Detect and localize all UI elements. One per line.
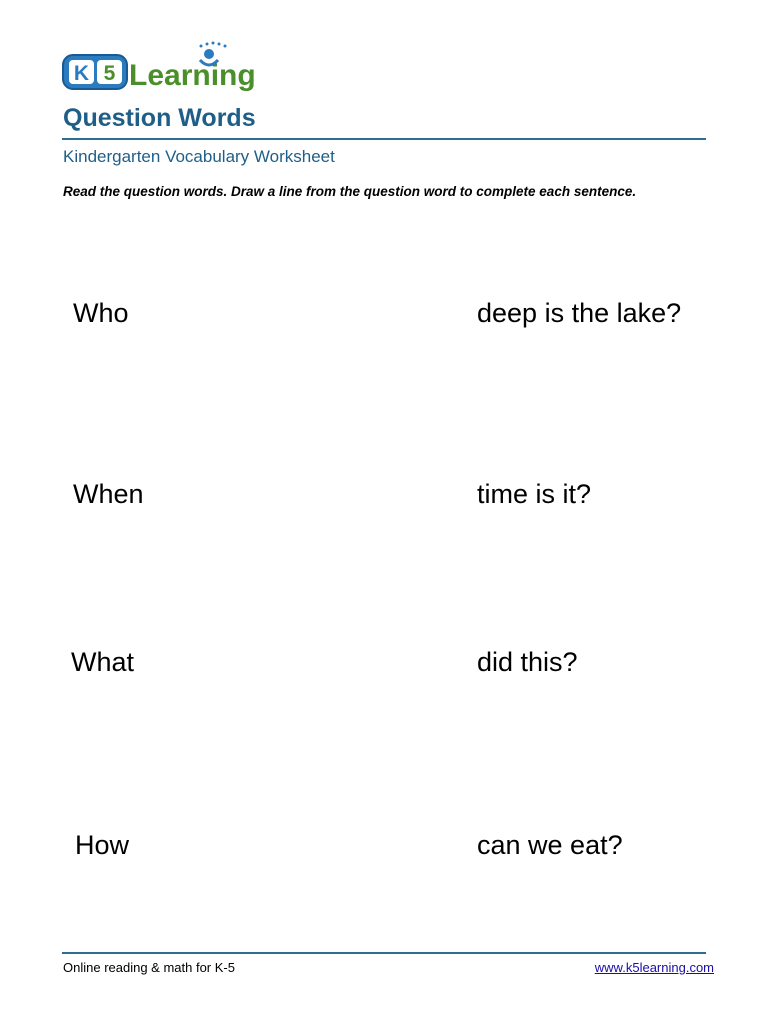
sentence-ending-4: can we eat? (477, 830, 623, 860)
page-title: Question Words (63, 104, 256, 132)
svg-text:Learning: Learning (129, 59, 256, 92)
question-word-what: What (71, 647, 135, 677)
question-word-how: How (75, 830, 130, 860)
k5-learning-logo (62, 40, 262, 94)
footer-divider (62, 952, 706, 954)
sentence-ending-2: time is it? (477, 479, 592, 509)
header-divider (62, 138, 706, 140)
footer-website-link[interactable]: www.k5learning.com (594, 960, 714, 975)
question-word-who: Who (73, 298, 129, 328)
page-subtitle: Kindergarten Vocabulary Worksheet (63, 147, 335, 166)
instructions: Read the question words. Draw a line from the question word to complete each sentence. (63, 184, 637, 199)
sentence-ending-3: did this? (477, 647, 578, 677)
svg-text:K: K (73, 62, 90, 85)
footer-tagline: Online reading & math for K-5 (63, 960, 235, 975)
svg-text:5: 5 (103, 62, 116, 85)
question-word-when: When (73, 479, 144, 509)
sentence-ending-1: deep is the lake? (477, 298, 682, 328)
logo-stars-icon (200, 42, 227, 48)
